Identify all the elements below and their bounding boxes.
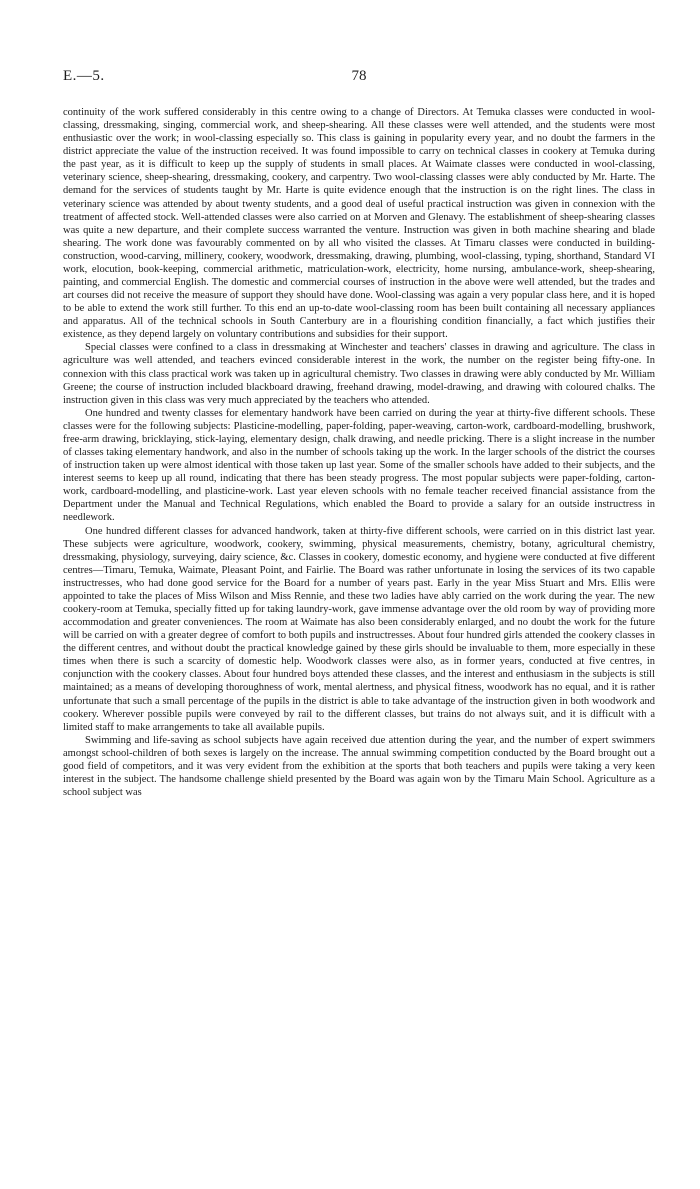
paragraph-5: Swimming and life-saving as school subjects have again received due attention during the year, and the number of expert swimmers amongst school-children of both sexes is largely on the increase. The annual swimming competition conducted by the Board brought out a good field of competitors, and it was very evident from the exhibition at the sports that both teachers and pupils were taking a very keen interest in the subject. The handsome challenge shield presented by the Board was again won by the Timaru Main School. Agriculture as a school subject was: [63, 734, 655, 799]
page-number: 78: [351, 68, 367, 84]
report-reference: E.—5.: [63, 68, 105, 84]
paragraph-2: Special classes were confined to a class in dressmaking at Winchester and teachers' classes in drawing and agriculture. The class in agriculture was well attended, and teachers evinced considerable interest in the work, the number on the register being fifty-one. In connexion with this class practical work was taken up in agricultural chemistry. Two classes in drawing were ably conducted by Mr. William Greene; the course of instruction included blackboard drawing, freehand drawing, model-drawing, and drawing with coloured chalks. The instruction given in this class was very much appreciated by the teachers who attended.: [63, 342, 655, 406]
paragraph-4: One hundred different classes for advanced handwork, taken at thirty-five different schools, were carried on in this district last year. These subjects were agriculture, woodwork, cookery, swimming, physical measurements, chemistry, botany, agricultural chemistry, dressmaking, physiology, surveying, dairy science, &c. Classes in cookery, domestic economy, and hygiene were conducted at five different centres—Timaru, Temuka, Waimate, Pleasant Point, and Fairlie. The Board was rather unfortunate in losing the services of its two capable instructresses, who had done good service for the Board for a number of years past. Early in the year Miss Stuart and Mrs. Ellis were appointed to take the places of Miss Wilson and Miss Rennie, and these two ladies have ably carried on the work during the year. The new cookery-room at Temuka, specially fitted up for taking laundry-work, gave immense advantage over the old room by way of providing more accommodation and greater conveniences. The room at Waimate has also been considerably enlarged, and no doubt the work for the future will be carried on with a greater degree of comfort to both pupils and instructresses. About four hundred girls attended the cookery classes in the different centres, and without doubt the practical knowledge gained by these girls should be invaluable to them, more especially in these times when there is such a scarcity of domestic help. Woodwork classes were also, as in former years, conducted at five centres, in conjunction with the cookery classes. About four hundred boys attended these classes, and the interest and enthusiasm in the subjects is still maintained; as a means of developing thoroughness of work, mental alertness, and physical fitness, woodwork has no equal, and it is rather unfortunate that such a small percentage of the pupils in the district is able to take advantage of the instruction given in both woodwork and cookery. Wherever possible pupils were conveyed by rail to the different classes, but trains do not always suit, and it is difficult with a limited staff to make arrangements to take all available pupils.: [63, 525, 655, 733]
paragraph-1: continuity of the work suffered considerably in this centre owing to a change of Directors. At Temuka classes were conducted in wool-classing, dressmaking, singing, commercial work, and sheep-shearing. All these classes were well attended, and the students were most enthusiastic over the work; in wool-classing especially so. This class is gaining in popularity every year, and no doubt the farmers in the district appreciate the value of the instruction received. It was found impossible to carry on technical classes in cookery at Temuka during the past year, as it is difficult to keep up the supply of students in small places. At Waimate classes were conducted in wool-classing, veterinary science, sheep-shearing, dressmaking, cookery, and carpentry. Two wool-classing classes were ably conducted by Mr. Harte. The demand for the services of students taught by Mr. Harte is quite evidence enough that the instruction is on the right lines. The class in veterinary science was attended by about twenty students, and a good deal of useful practical instruction was given in connexion with the treatment of affected stock. Well-attended classes were also carried on at Morven and Glenavy. The establishment of sheep-shearing classes was quite a new departure, and their complete success warranted the venture. Instruction was given in both machine shearing and blade shearing. The work done was favourably commented on by all who visited the classes. At Timaru classes were conducted in building-construction, wood-carving, millinery, cookery, woodwork, dressmaking, drawing, plumbing, wool-classing, typing, shorthand, Standard VI work, elocution, book-keeping, commercial arithmetic, matriculation-work, electricity, home nursing, ambulance-work, sheep-shearing, painting, and commercial English. The domestic and commercial courses of instruction in the above were well attended, but the trades and art courses did not receive the measure of support they should have done. Wool-classing was again a very popular class here, and it is hoped to be able to extend the work still further. To this end an up-to-date wool-classing room has been built containing all necessary appliances and apparatus. All of the technical schools in South Canterbury are in a flourishing condition financially, a fact which justifies their existence, as they depend largely on voluntary contributions and subsidies for their support.: [63, 107, 655, 341]
body-text: [63, 106, 655, 799]
page-header: [63, 68, 655, 88]
paragraph-3: One hundred and twenty classes for elementary handwork have been carried on during the year at thirty-five different schools. These classes were for the following subjects: Plasticine-modelling, paper-folding, paper-weaving, carton-work, cardboard-modelling, brushwork, free-arm drawing, bricklaying, stick-laying, elementary design, chalk drawing, and needle pricking. There is a slight increase in the number of classes taking elementary handwork, and also in the number of schools taking up the work. In the larger schools of the district the courses of instruction taken up were almost identical with those taken up last year. Some of the smaller schools have added to their subjects, and the interest seems to keep up all round, indicating that there has been steady progress. The most popular subjects were paper-folding, carton-work, cardboard-modelling, and plasticine-work. Last year eleven schools with no female teacher received financial assistance from the Department under the Manual and Technical Regulations, which enabled the Board to provide a salary for an outside instructress in needlework.: [63, 407, 655, 524]
